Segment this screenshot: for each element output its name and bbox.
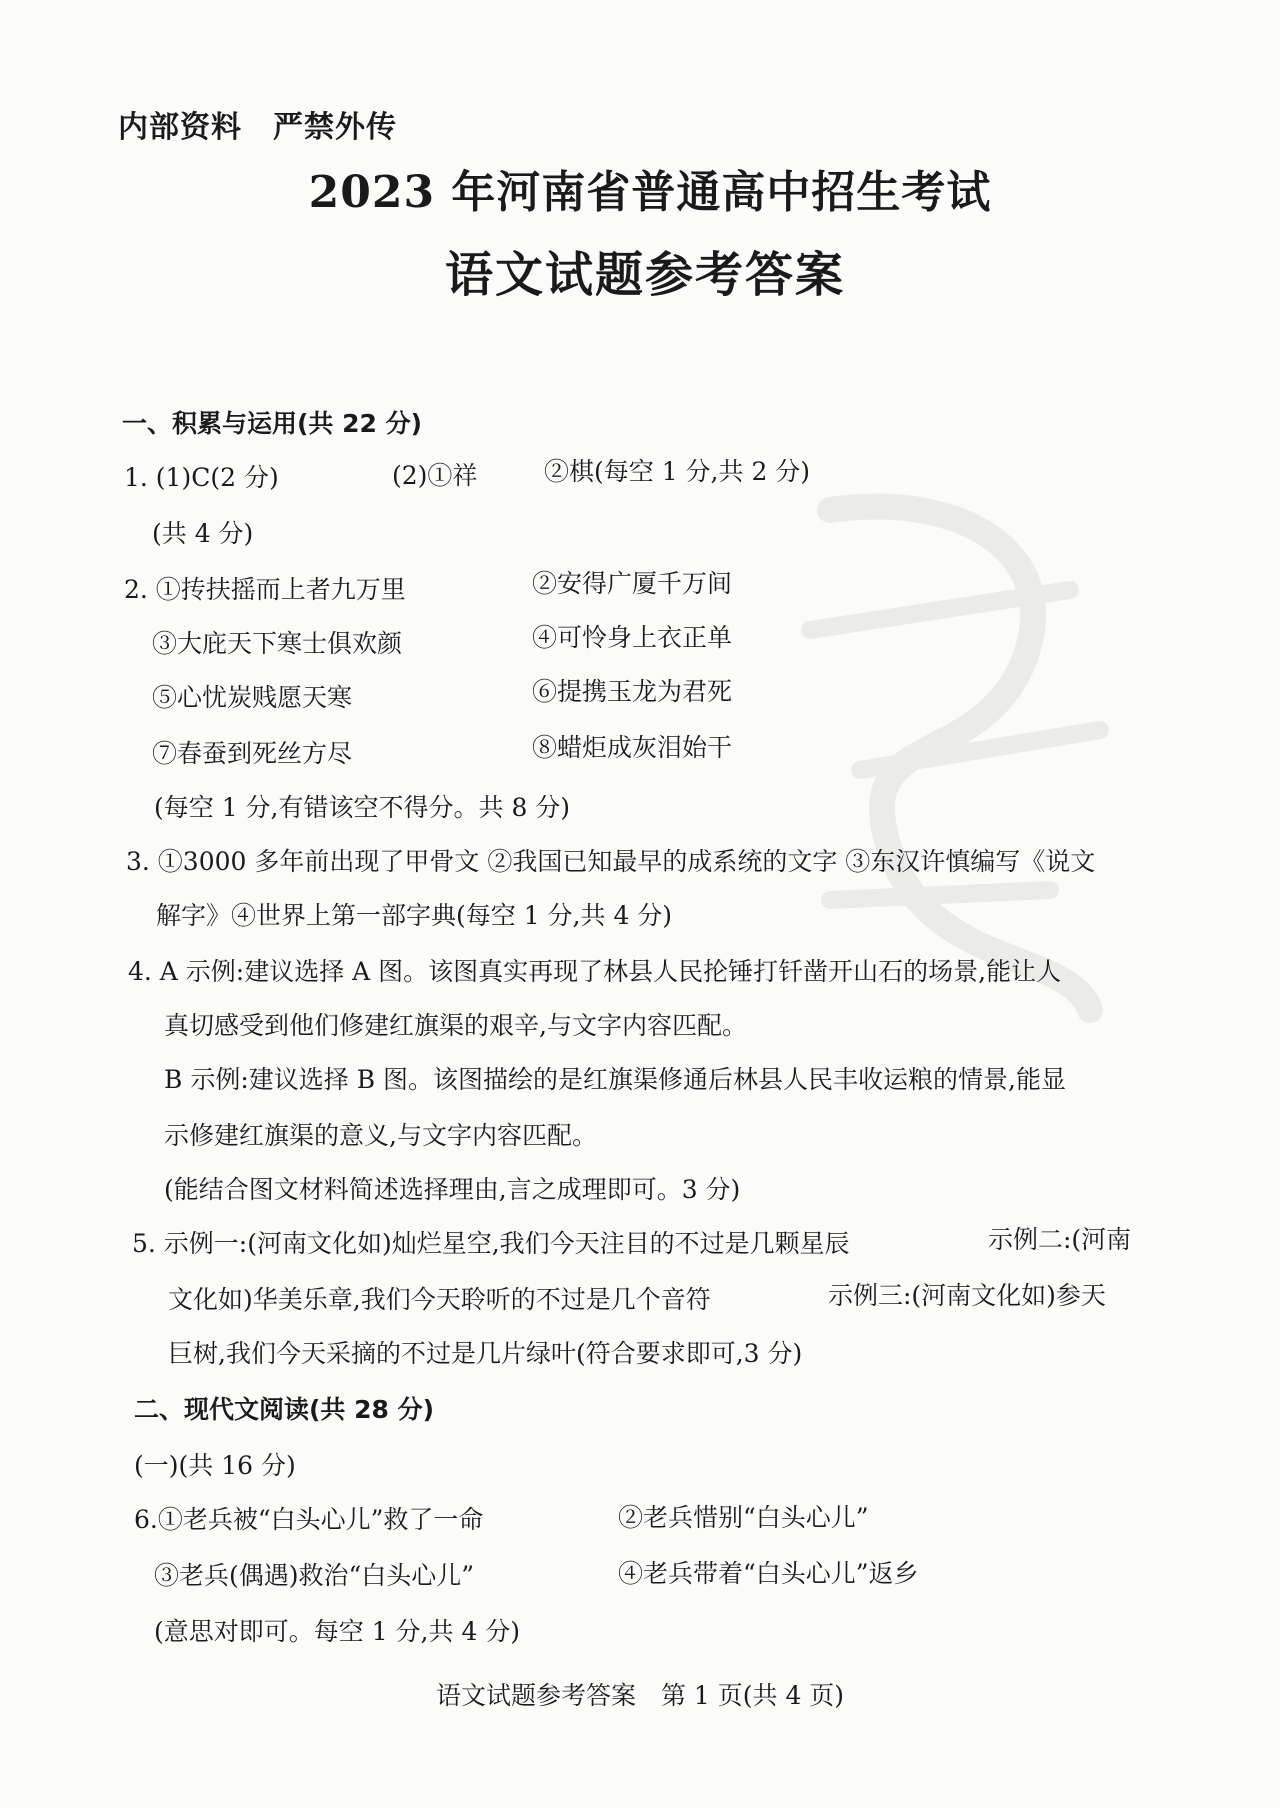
q3-line-2: 解字》④世界上第一部字典(每空 1 分,共 4 分)	[156, 901, 673, 930]
q5-line-1b: 示例二:(河南	[988, 1225, 1132, 1254]
q2-item-1: 2. ①抟扶摇而上者九万里	[124, 575, 406, 604]
q1-part2: (2)①祥	[392, 461, 478, 490]
answer-key-title: 语文试题参考答案	[444, 247, 845, 303]
q1-part2-score: ②棋(每空 1 分,共 2 分)	[544, 457, 811, 486]
confidential-notice: 内部资料 严禁外传	[118, 110, 397, 145]
q5-line-2a: 文化如)华美乐章,我们今天聆听的不过是几个音符	[168, 1285, 711, 1314]
exam-title: 2023 年河南省普通高中招生考试	[308, 167, 992, 218]
q5-line-1a: 5. 示例一:(河南文化如)灿烂星空,我们今天注目的不过是几颗星辰	[132, 1229, 850, 1258]
q4-line-2: 真切感受到他们修建红旗渠的艰辛,与文字内容匹配。	[164, 1011, 747, 1040]
q4-line-1: 4. A 示例:建议选择 A 图。该图真实再现了林县人民抡锤打钎凿开山石的场景,能让人	[128, 957, 1062, 986]
q1-total: (共 4 分)	[152, 519, 254, 548]
q5-line-2b: 示例三:(河南文化如)参天	[828, 1281, 1106, 1310]
q2-item-5: ⑤心忧炭贱愿天寒	[152, 683, 353, 712]
page-footer: 语文试题参考答案 第 1 页(共 4 页)	[435, 1681, 845, 1710]
q2-item-6: ⑥提携玉龙为君死	[532, 677, 733, 706]
q2-item-2: ②安得广厦千万间	[532, 569, 733, 598]
q1-part1: 1. (1)C(2 分)	[124, 463, 279, 492]
q4-scoring-note: (能结合图文材料简述选择理由,言之成理即可。3 分)	[164, 1175, 741, 1204]
q6-item-1: 6.①老兵被“白头心儿”救了一命	[134, 1505, 484, 1534]
section1-heading: 一、积累与运用(共 22 分)	[122, 409, 423, 438]
q4-line-4: 示修建红旗渠的意义,与文字内容匹配。	[164, 1121, 597, 1150]
section2-part1-heading: (一)(共 16 分)	[134, 1451, 296, 1480]
q6-item-2: ②老兵惜别“白头心儿”	[618, 1503, 869, 1532]
q6-item-4: ④老兵带着“白头心儿”返乡	[618, 1559, 919, 1588]
q2-item-4: ④可怜身上衣正单	[532, 623, 733, 652]
q4-line-3: B 示例:建议选择 B 图。该图描绘的是红旗渠修通后林县人民丰收运粮的情景,能显	[164, 1065, 1066, 1094]
watermark-stamp	[770, 470, 1130, 1030]
q3-line-1: 3. ①3000 多年前出现了甲骨文 ②我国已知最早的成系统的文字 ③东汉许慎编写《说文	[126, 847, 1096, 876]
q2-item-8: ⑧蜡炬成灰泪始干	[532, 733, 733, 762]
q6-item-3: ③老兵(偶遇)救治“白头心儿”	[154, 1561, 475, 1590]
q6-scoring-note: (意思对即可。每空 1 分,共 4 分)	[154, 1617, 521, 1646]
q2-item-3: ③大庇天下寒士俱欢颜	[152, 629, 403, 658]
q5-line-3: 巨树,我们今天采摘的不过是几片绿叶(符合要求即可,3 分)	[168, 1339, 803, 1368]
q2-item-7: ⑦春蚕到死丝方尽	[152, 739, 353, 768]
section2-heading: 二、现代文阅读(共 28 分)	[134, 1395, 435, 1424]
q2-scoring-note: (每空 1 分,有错该空不得分。共 8 分)	[154, 793, 571, 822]
